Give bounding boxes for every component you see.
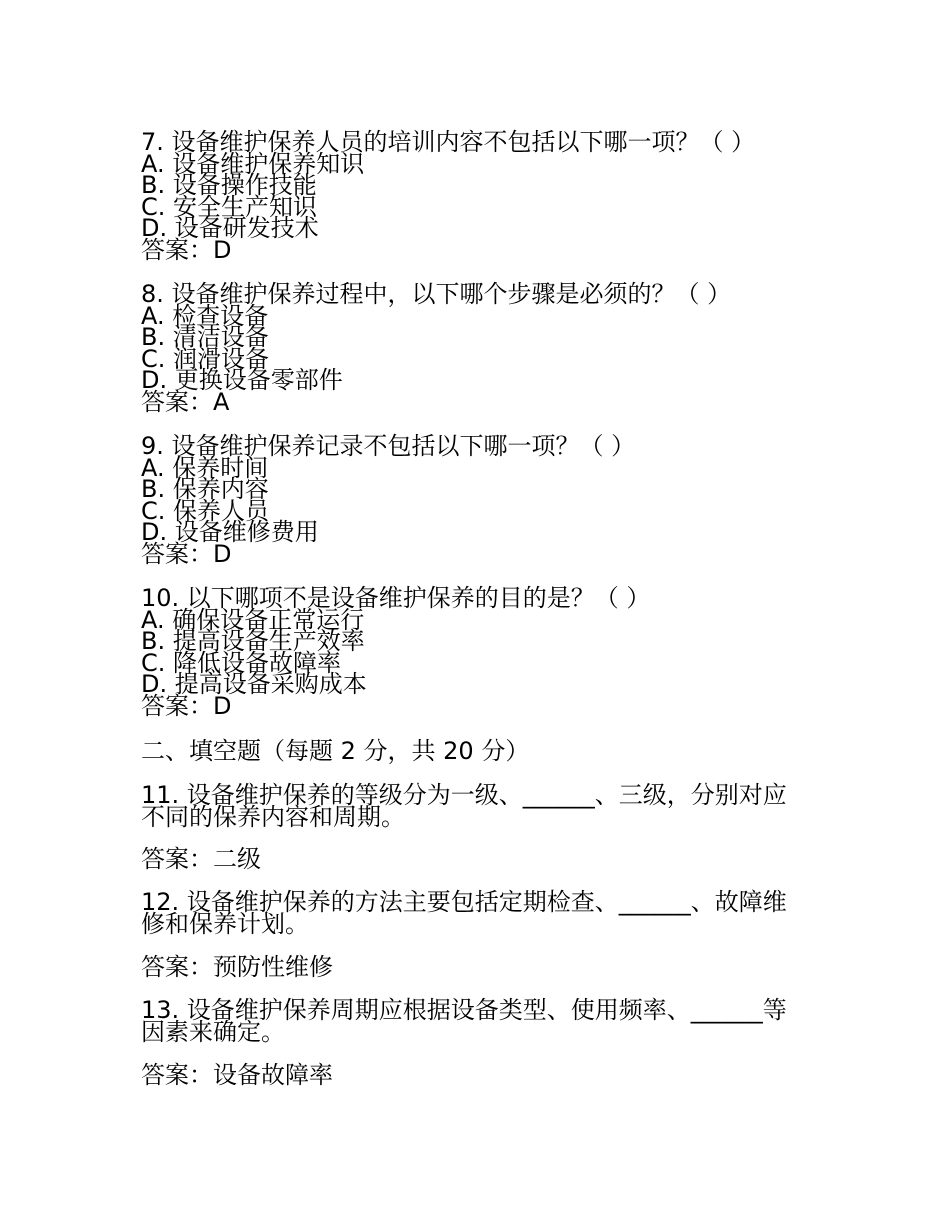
option-b: B. 清洁设备 (141, 323, 269, 351)
fill-question-12 (141, 888, 806, 938)
option-d: D. 提高设备采购成本 (141, 670, 367, 698)
option-b: B. 提高设备生产效率 (141, 627, 365, 655)
question-text: 7. 设备维护保养人员的培训内容不包括以下哪一项？（ ） (141, 128, 756, 156)
answer-12: 答案：预防性维修 (141, 953, 333, 981)
answer: 答案：D (141, 235, 232, 264)
choice-question-9 (141, 432, 806, 568)
answer-11: 答案：二级 (141, 845, 261, 873)
option-d: D. 设备研发技术 (141, 214, 319, 242)
option-c: C. 润滑设备 (141, 344, 270, 373)
question-text: 13. 设备维护保养周期应根据设备类型、使用频率、______等因素来确定。 (141, 996, 787, 1046)
question-text: 10. 以下哪项不是设备维护保养的目的是？（ ） (141, 584, 651, 612)
choice-question-7 (141, 128, 806, 264)
question-text: 11. 设备维护保养的等级分为一级、______、三级，分别对应不同的保养内容和周期。 (141, 781, 787, 831)
answer: 答案：D (141, 539, 232, 568)
choice-question-8 (141, 280, 806, 416)
question-text: 8. 设备维护保养过程中，以下哪个步骤是必须的？（ ） (141, 280, 732, 308)
answer-13: 答案：设备故障率 (141, 1061, 333, 1089)
fill-question-11 (141, 781, 806, 831)
option-d: D. 设备维修费用 (141, 518, 319, 546)
option-a: A. 保养时间 (141, 453, 269, 482)
answer: 答案：A (141, 387, 230, 416)
option-a: A. 确保设备正常运行 (141, 605, 365, 634)
question-text: 12. 设备维护保养的方法主要包括定期检查、______、故障维修和保养计划。 (141, 888, 787, 938)
option-b: B. 保养内容 (141, 475, 269, 503)
option-a: A. 设备维护保养知识 (141, 149, 365, 178)
option-a: A. 检查设备 (141, 301, 269, 330)
fill-question-13 (141, 996, 806, 1046)
option-c: C. 降低设备故障率 (141, 648, 342, 677)
choice-question-10 (141, 584, 806, 720)
option-d: D. 更换设备零部件 (141, 366, 343, 394)
option-b: B. 设备操作技能 (141, 171, 317, 199)
question-text: 9. 设备维护保养记录不包括以下哪一项？（ ） (141, 432, 636, 460)
section-title: 二、填空题（每题 2 分，共 20 分） (141, 737, 530, 765)
option-c: C. 安全生产知识 (141, 192, 318, 221)
option-c: C. 保养人员 (141, 496, 270, 525)
answer: 答案：D (141, 691, 232, 720)
